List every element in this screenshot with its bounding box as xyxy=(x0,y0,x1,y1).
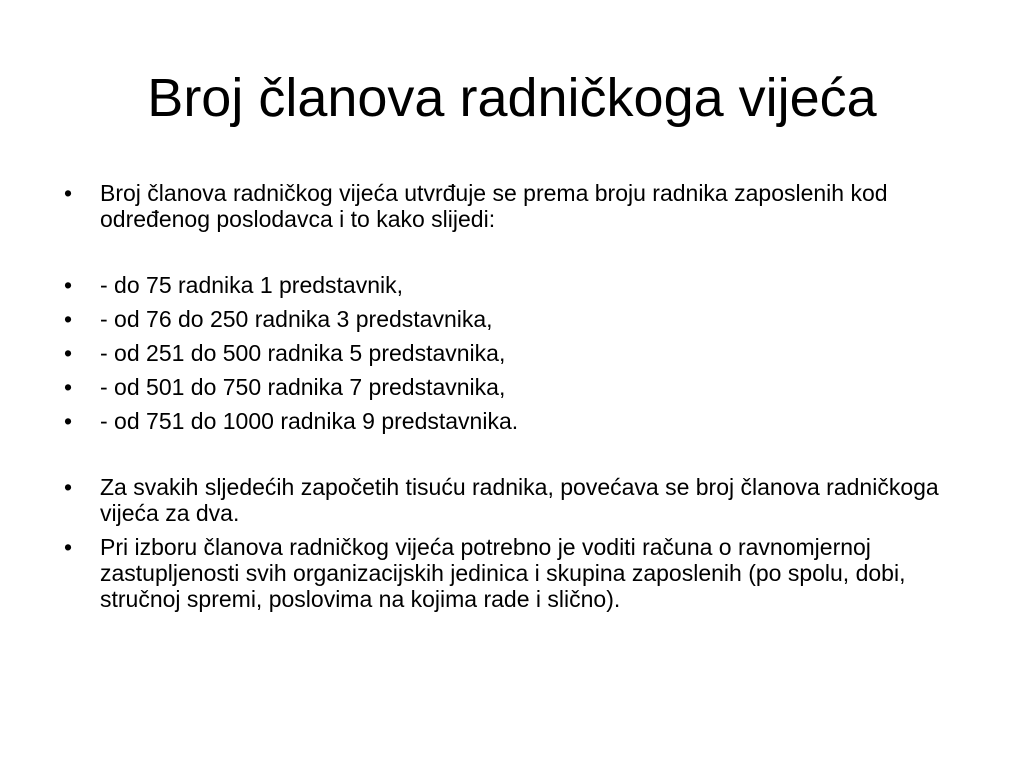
bullet-text: - od 76 do 250 radnika 3 predstavnika, xyxy=(100,306,493,332)
bullet-text: Pri izboru članova radničkog vijeća potrebno je voditi računa o ravnomjernoj zastupljenosti svih organizacijskih jedinica i skupina zaposlenih (po spolu, dobi, stručnoj spremi, poslovima na kojima rade i slično). xyxy=(100,534,906,612)
bullet-text: - od 501 do 750 radnika 7 predstavnika, xyxy=(100,374,506,400)
bullet-dot-icon: • xyxy=(64,272,73,298)
bullet-dot-icon: • xyxy=(64,534,73,560)
bullet-item xyxy=(64,272,944,298)
bullet-text: Za svakih sljedećih započetih tisuću radnika, povećava se broj članova radničkoga vijeća za dva. xyxy=(100,474,939,526)
bullet-text: - od 751 do 1000 radnika 9 predstavnika. xyxy=(100,408,519,434)
bullet-item xyxy=(64,408,944,434)
bullet-list xyxy=(64,180,944,612)
slide-title: Broj članova radničkoga vijeća xyxy=(147,68,877,128)
bullet-item xyxy=(64,340,944,366)
bullet-dot-icon: • xyxy=(64,474,73,500)
bullet-item xyxy=(64,306,944,332)
bullet-text: - od 251 do 500 radnika 5 predstavnika, xyxy=(100,340,506,366)
bullet-item xyxy=(64,374,944,400)
bullet-text: Broj članova radničkog vijeća utvrđuje se prema broju radnika zaposlenih kod određenog poslodavca i to kako slijedi: xyxy=(100,180,888,232)
bullet-dot-icon: • xyxy=(64,306,73,332)
bullet-text: - do 75 radnika 1 predstavnik, xyxy=(100,272,404,298)
bullet-item xyxy=(64,534,944,612)
bullet-dot-icon: • xyxy=(64,180,73,206)
bullet-item xyxy=(64,180,944,232)
bullet-dot-icon: • xyxy=(64,408,73,434)
bullet-dot-icon: • xyxy=(64,374,73,400)
bullet-item xyxy=(64,474,944,526)
bullet-dot-icon: • xyxy=(64,340,73,366)
